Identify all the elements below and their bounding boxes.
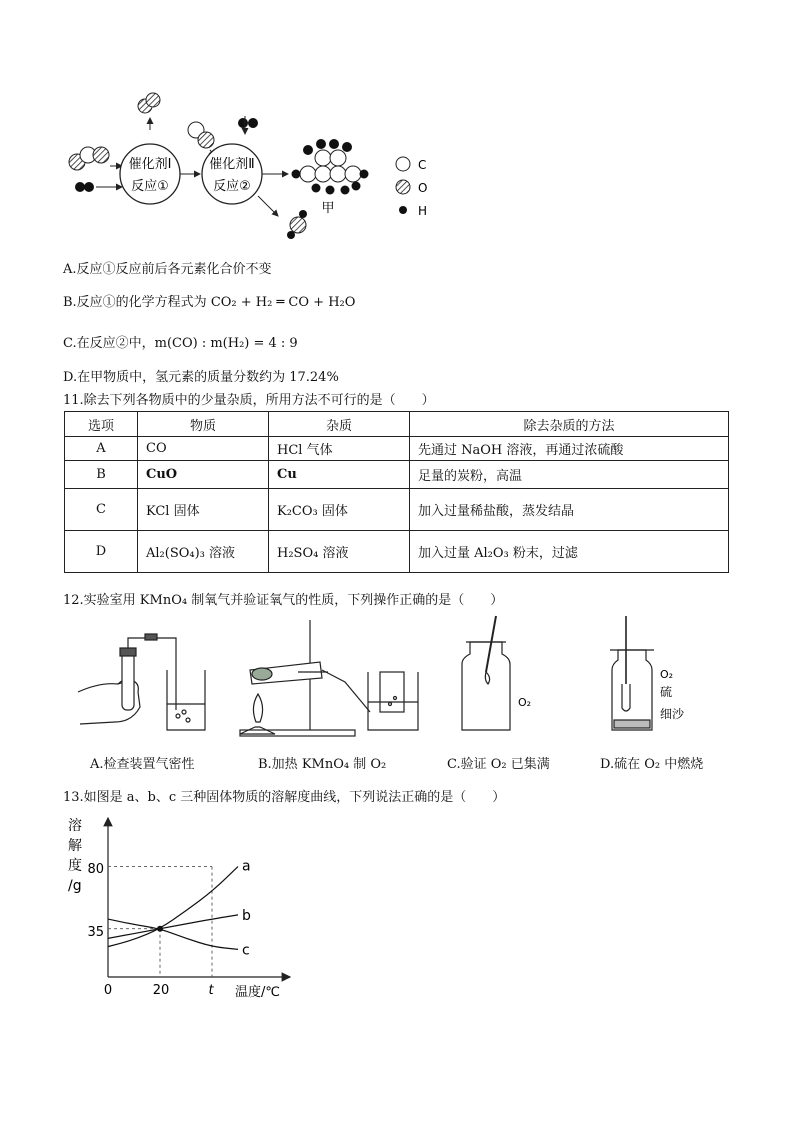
legend — [396, 157, 427, 218]
series-b-label: b — [242, 907, 251, 924]
lab-apparatus-figures — [70, 612, 720, 752]
series-b-line — [108, 915, 238, 938]
heating-kmno4-figure — [240, 620, 418, 736]
co2-molecule-icon — [69, 147, 109, 170]
q12-stem: 12.实验室用 KMnO₄ 制氧气并验证氧气的性质，下列操作正确的是（ ） — [63, 593, 504, 608]
y-axis-label-char: 溶 — [68, 818, 82, 834]
x-tick-20: 20 — [152, 983, 170, 998]
header-cell: 选项 — [65, 412, 138, 437]
svg-text:O: O — [418, 181, 428, 195]
option-d: D.在甲物质中，氢元素的质量分数约为 17.24% — [63, 370, 339, 385]
option-a: A.反应①反应前后各元素化合价不变 — [63, 262, 272, 277]
y-axis-label — [68, 817, 82, 894]
table-row: C KCl 固体 K₂CO₃ 固体 加入过量稀盐酸，蒸发结晶 — [65, 489, 729, 531]
option-b: B.反应①的化学方程式为 CO₂ + H₂ ═ CO + H₂O — [63, 295, 356, 310]
header-cell: 除去杂质的方法 — [410, 412, 729, 437]
product-molecule-icon — [292, 139, 369, 195]
y-axis-label-unit: /g — [68, 878, 82, 894]
q13-stem: 13.如图是 a、b、c 三种固体物质的溶解度曲线，下列说法正确的是（ ） — [63, 790, 506, 805]
table-header-row — [65, 412, 729, 437]
series-a-label: a — [242, 858, 251, 875]
catalyst-1-circle — [120, 144, 180, 204]
reaction-diagram — [60, 92, 460, 247]
solubility-chart — [60, 812, 310, 1002]
co-molecule-icon — [188, 122, 214, 148]
svg-text:H: H — [418, 204, 428, 218]
d-sand-label: 细沙 — [660, 707, 685, 721]
product-label: 甲 — [321, 201, 335, 216]
h2-molecule-icon — [238, 118, 258, 128]
svg-text:反应②: 反应② — [213, 179, 251, 194]
table-row: B CuO Cu 足量的炭粉，高温 — [65, 461, 729, 489]
sulfur-burning-figure — [610, 616, 654, 730]
table-row: D Al₂(SO₄)₃ 溶液 H₂SO₄ 溶液 加入过量 Al₂O₃ 粉末，过滤 — [65, 531, 729, 573]
intersection-point — [157, 926, 163, 932]
catalyst-2-circle — [202, 144, 262, 204]
y-tick-80: 80 — [87, 862, 104, 877]
x-tick-t: t — [208, 983, 214, 998]
c-o2-label: O₂ — [518, 696, 532, 709]
o2-molecule-icon — [138, 93, 160, 113]
svg-text:催化剂Ⅱ: 催化剂Ⅱ — [209, 157, 255, 172]
h2-molecule-icon — [75, 182, 94, 192]
y-tick-35: 35 — [87, 925, 104, 940]
x-tick-0: 0 — [103, 983, 113, 998]
d-o2-label: O₂ — [660, 668, 674, 681]
header-cell: 杂质 — [269, 412, 410, 437]
d-sulfur-label: 硫 — [660, 685, 673, 699]
y-axis-label-char: 度 — [68, 858, 82, 874]
verify-o2-full-figure — [462, 616, 510, 730]
y-axis-label-char: 解 — [68, 838, 82, 854]
q11-table — [64, 411, 729, 573]
h2o-molecule-icon — [287, 210, 307, 239]
q11-stem: 11.除去下列各物质中的少量杂质，所用方法不可行的是（ ） — [63, 393, 435, 408]
svg-text:反应①: 反应① — [131, 179, 169, 194]
svg-text:催化剂Ⅰ: 催化剂Ⅰ — [128, 157, 172, 172]
header-cell: 物质 — [138, 412, 269, 437]
caption-c: C.验证 O₂ 已集满 — [447, 757, 550, 772]
series-c-label: c — [242, 942, 250, 959]
x-axis-label: 温度/℃ — [235, 985, 280, 1000]
table-row: A CO HCl 气体 先通过 NaOH 溶液，再通过浓硫酸 — [65, 437, 729, 461]
caption-a: A.检查装置气密性 — [90, 757, 195, 772]
airtightness-check-figure — [78, 634, 205, 730]
caption-d: D.硫在 O₂ 中燃烧 — [600, 757, 704, 772]
caption-b: B.加热 KMnO₄ 制 O₂ — [258, 757, 387, 772]
option-c: C.在反应②中，m(CO) : m(H₂) = 4 : 9 — [63, 336, 298, 351]
svg-text:C: C — [418, 158, 427, 172]
